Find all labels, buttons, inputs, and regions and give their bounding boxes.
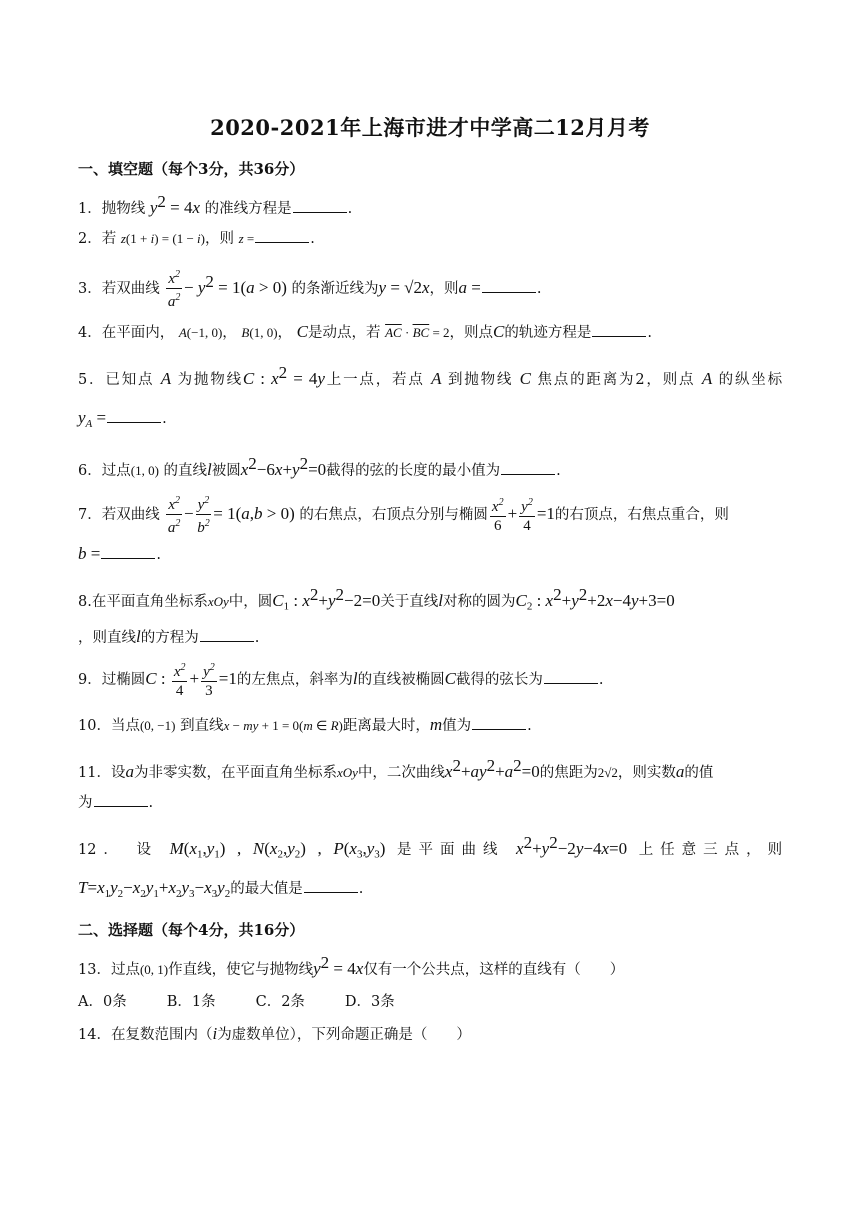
answer-blank	[200, 627, 254, 642]
answer-blank	[94, 792, 148, 807]
question-10: 10．当点(0, −1) 到直线x − my + 1 = 0(m ∈ R)距离最大时，m值为 .	[78, 714, 532, 734]
answer-blank	[544, 669, 598, 684]
answer-blank	[304, 878, 358, 893]
question-12: 12． 设 $M(x_1,y_1)$ , $N(x_2,y_2)$ , $P(x_3,y_3)$ 是平面曲线 $x^2+y^2-2y-4x=0$ 上任意三点，则	[78, 832, 783, 861]
question-4: 4．在平面内， A(−1, 0)， B(1, 0)， C是动点，若 $\overline{AC} \cdot \overline{BC} = 2$，则点C的轨迹方程是 .	[78, 322, 652, 342]
page-title: 2020-2021年上海市进才中学高二12月月考	[210, 115, 650, 140]
question-9: 9．过椭圆C : $\frac{x^2}{4}$ + $\frac{y^2}{3}$ =1的左焦点，斜率为l的直线被椭圆C截得的弦长为 .	[78, 657, 782, 702]
question-5: 5．已知点 A 为抛物线C : $x^2 = 4y$上一点，若点 A 到抛物线 C 焦点的距离为2，则点 A 的纵坐标	[78, 363, 783, 388]
answer-blank	[107, 408, 161, 423]
answer-blank	[293, 198, 347, 213]
option-b[interactable]: B．1条	[166, 994, 216, 1011]
question-14: 14．在复数范围内（i为虚数单位），下列命题正确是（ ）	[78, 1024, 471, 1044]
question-8: 8.在平面直角坐标系xOy中，圆$C_1$ : $x^2+y^2-2=0$关于直线l对称的圆为$C_2$ : $x^2+y^2+2x-4y+3=0$	[78, 585, 675, 613]
answer-blank	[101, 544, 155, 559]
question-1: 1．抛物线 $y^2 = 4x$ 的准线方程是 .	[78, 192, 353, 217]
question-3: 3．若双曲线 $\frac{x^2}{a^2}$ − $y^2 = 1(a > 0)$ 的条渐近线为y = √2x，则a = .	[78, 260, 782, 311]
section-fill-in: 一、填空题（每个3分，共36分）	[78, 160, 305, 178]
question-11: 11．设a为非零实数，在平面直角坐标系xOy中，二次曲线$x^2+ay^2+a^2=0$的焦距为2√2，则实数a的值	[78, 755, 714, 781]
exam-page: 2020-2021年上海市进才中学高二12月月考 一、填空题（每个3分，共36分） 1．抛物线 $y^2 = 4x$ 的准线方程是 . 2．若 z(1 + i) = (1 − i)，则 z = . 3．若双曲线 $\frac{x^2}{a^2}$ − $y^2 = 1(a > 0)$ 的条渐近线为y = √2x，则a = . 4．在平面内， A(−1, 0)， B(1, 0)， C是动点，若 $\overline{AC} \cdot \overline{BC} = 2$，则点C的轨迹方程是 . 5．已知点 A 为抛物线C : $x^2 = 4y$上一点，若点 A 到抛物线 C 焦点的距离为2，则点 A 的纵坐标 $y_A$ = . 6．过点(1, 0) 的直线l被圆$x^2-6x+y^2=0$截得的弦的长度的最小值为 . 7．若双曲线 $\frac{x^2}{a^2}$ − $\frac{y^2}{b^2}$ = 1(a,b > 0) 的右焦点，右顶点分别与椭圆 $\frac{x^2}{6}$ + $\frac{y^2}{4}$ =1的右顶点，右焦点重合，则 b = . 8.在平面直角坐标系xOy中，圆$C_1$ : $x^2+y^2-2=0$关于直线l对称的圆为$C_2$ : $x^2+y^2+2x-4y+3=0$ ，则直线l的方程为 . 9．过椭圆C : $\frac{x^2}{4}$ + $\frac{y^2}{3}$ =1的左焦点，斜率为l的直线被椭圆C截得的弦长为 . 10．当点(0, −1) 到直线x − my + 1 = 0(m ∈ R)距离最大时，m值为 . 11．设a为非零实数，在平面直角坐标系xOy中，二次曲线$x^2+ay^2+a^2=0$的焦距为2√2，则实数a的值 为 . 12． 设 $M(x_1,y_1)$ , $N(x_2,y_2)$ , $P(x_3,y_3)$ 是平面曲线 $x^2+y^2-2y-4x=0$ 上任意三点，则 $T=x_1y_2-x_2y_1+x_2y_3-x_3y_2$的最大值是 . 二、选择题（每个4分，共16分） 13．过点(0, 1)作直线，使它与抛物线$y^2 = 4x$仅有一个公共点，这样的直线有（ ） A．0条 B．1条 C．2条 D．3条 14．在复数范围内（i为虚数单位），下列命题正确是（ ）	[0, 0, 860, 1216]
answer-blank	[255, 228, 309, 243]
question-6: 6．过点(1, 0) 的直线l被圆$x^2-6x+y^2=0$截得的弦的长度的最小值为 .	[78, 453, 561, 479]
question-2: 2．若 z(1 + i) = (1 − i)，则 z = .	[78, 226, 782, 252]
answer-blank	[482, 278, 536, 293]
question-13: 13．过点(0, 1)作直线，使它与抛物线$y^2 = 4x$仅有一个公共点，这样的直线有（ ）	[78, 953, 625, 979]
option-d[interactable]: D．3条	[344, 994, 395, 1011]
answer-blank	[592, 322, 646, 337]
question-7: 7．若双曲线 $\frac{x^2}{a^2}$ − $\frac{y^2}{b^2}$ = 1(a,b > 0) 的右焦点，右顶点分别与椭圆 $\frac{x^2}{6}$ + $\frac{y^2}{4}$ =1的右顶点，右焦点重合，则	[78, 492, 782, 538]
answer-blank	[501, 460, 555, 475]
option-a[interactable]: A．0条	[78, 994, 127, 1011]
answer-blank	[472, 715, 526, 730]
options-13	[78, 989, 782, 1015]
section-multiple-choice: 二、选择题（每个4分，共16分）	[78, 921, 305, 940]
option-c[interactable]: C．2条	[255, 994, 305, 1011]
